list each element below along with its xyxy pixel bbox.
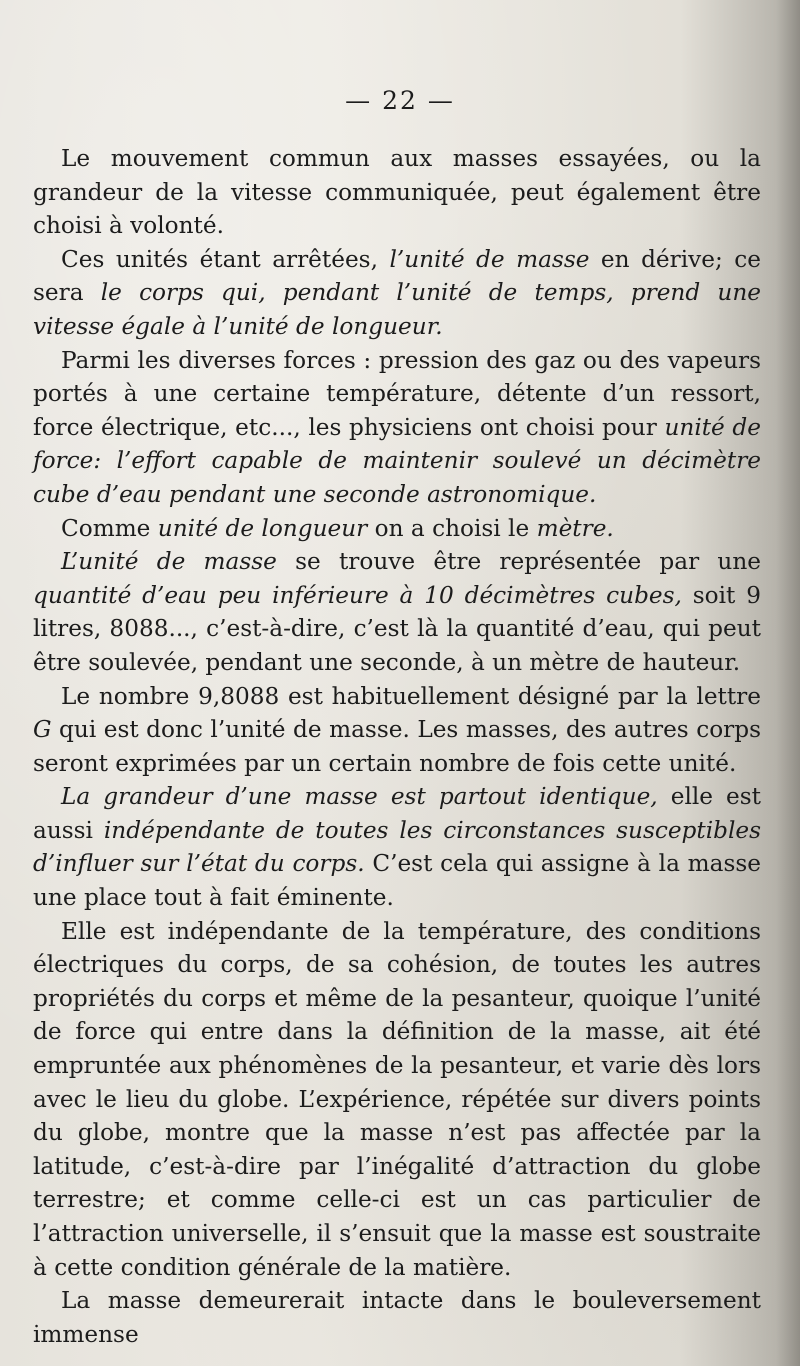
paragraph [33, 344, 761, 512]
paragraph [33, 915, 761, 1285]
italic-text: G [33, 716, 52, 744]
text-segment: Le mouvement commun aux masses essayées, ou la grandeur de la vitesse communiquée, peut également être choisi à volonté. [33, 145, 761, 240]
italic-text: La grandeur d’une masse est partout identique, [61, 783, 658, 811]
text-segment: C’est cela qui assigne à la masse une place tout à fait éminente. [33, 850, 761, 912]
italic-text: l’unité de masse [389, 245, 590, 273]
italic-text: unité de force: l’effort capable de maintenir soulevé un décimètre cube d’eau pendant une seconde astronomique. [33, 413, 761, 508]
italic-text: unité de longueur [157, 514, 368, 542]
text-segment: La masse demeurerait intacte dans le bouleversement immense [33, 1287, 761, 1348]
text-segment: se trouve être représentée par une [276, 548, 762, 576]
text-segment: Parmi les diverses forces : pression des gaz ou des vapeurs portés à une certaine température, détente d’un ressort, force électrique, etc..., les physiciens ont choisi pour [33, 346, 761, 441]
text-segment: Ces unités étant arrêtées, [61, 245, 390, 273]
page-number: — 22 — [345, 86, 455, 115]
paragraph [33, 1284, 761, 1351]
text-segment: elle est aussi [33, 783, 761, 844]
text-segment: soit 9 litres, 8088..., c’est-à-dire, c’est là la quantité d’eau, qui peut être soulevée, pendant une seconde, à un mètre de hauteur. [33, 581, 761, 676]
paragraph [33, 243, 761, 344]
italic-text: L’unité de masse [61, 548, 277, 576]
text-segment: en dérive; ce sera [33, 245, 761, 307]
text-segment: Elle est indépendante de la température, des conditions électriques du corps, de sa cohésion, de toutes les autres propriétés du corps et même de la pesanteur, quoique l’unité de force qui entre dans la définition de la masse, ait été empruntée aux phénomènes de la pesanteur, et varie dès lors avec le lieu du globe. L’expérience, répétée sur divers points du globe, montre que la masse n’est pas affectée par la latitude, c’est-à-dire par l’inégalité d’attraction du globe terrestre; et comme celle-ci est un cas particulier de l’attraction universelle, il s’ensuit que la masse est soustraite à cette condition générale de la matière. [33, 917, 761, 1281]
text-segment: on a choisi le [367, 514, 537, 542]
italic-text: le corps qui, pendant l’unité de temps, prend une vitesse égale à l’unité de longueur. [33, 279, 761, 340]
paragraph [33, 512, 761, 546]
italic-text: indépendante de toutes les circonstances susceptibles d’influer sur l’état du corps. [33, 816, 762, 878]
body-text [33, 142, 761, 1351]
italic-text: mètre. [536, 514, 614, 542]
text-segment: Comme [61, 514, 158, 542]
paragraph [33, 545, 761, 679]
text-segment: Le nombre 9,8088 est habituellement désigné par la lettre [61, 682, 761, 710]
text-segment: qui est donc l’unité de masse. Les masses, des autres corps seront exprimées par un certain nombre de fois cette unité. [33, 716, 761, 777]
italic-text: quantité d’eau peu inférieure à 10 décimètres cubes, [33, 581, 682, 609]
paragraph [33, 680, 761, 781]
paragraph [33, 142, 761, 243]
paragraph [33, 780, 761, 914]
